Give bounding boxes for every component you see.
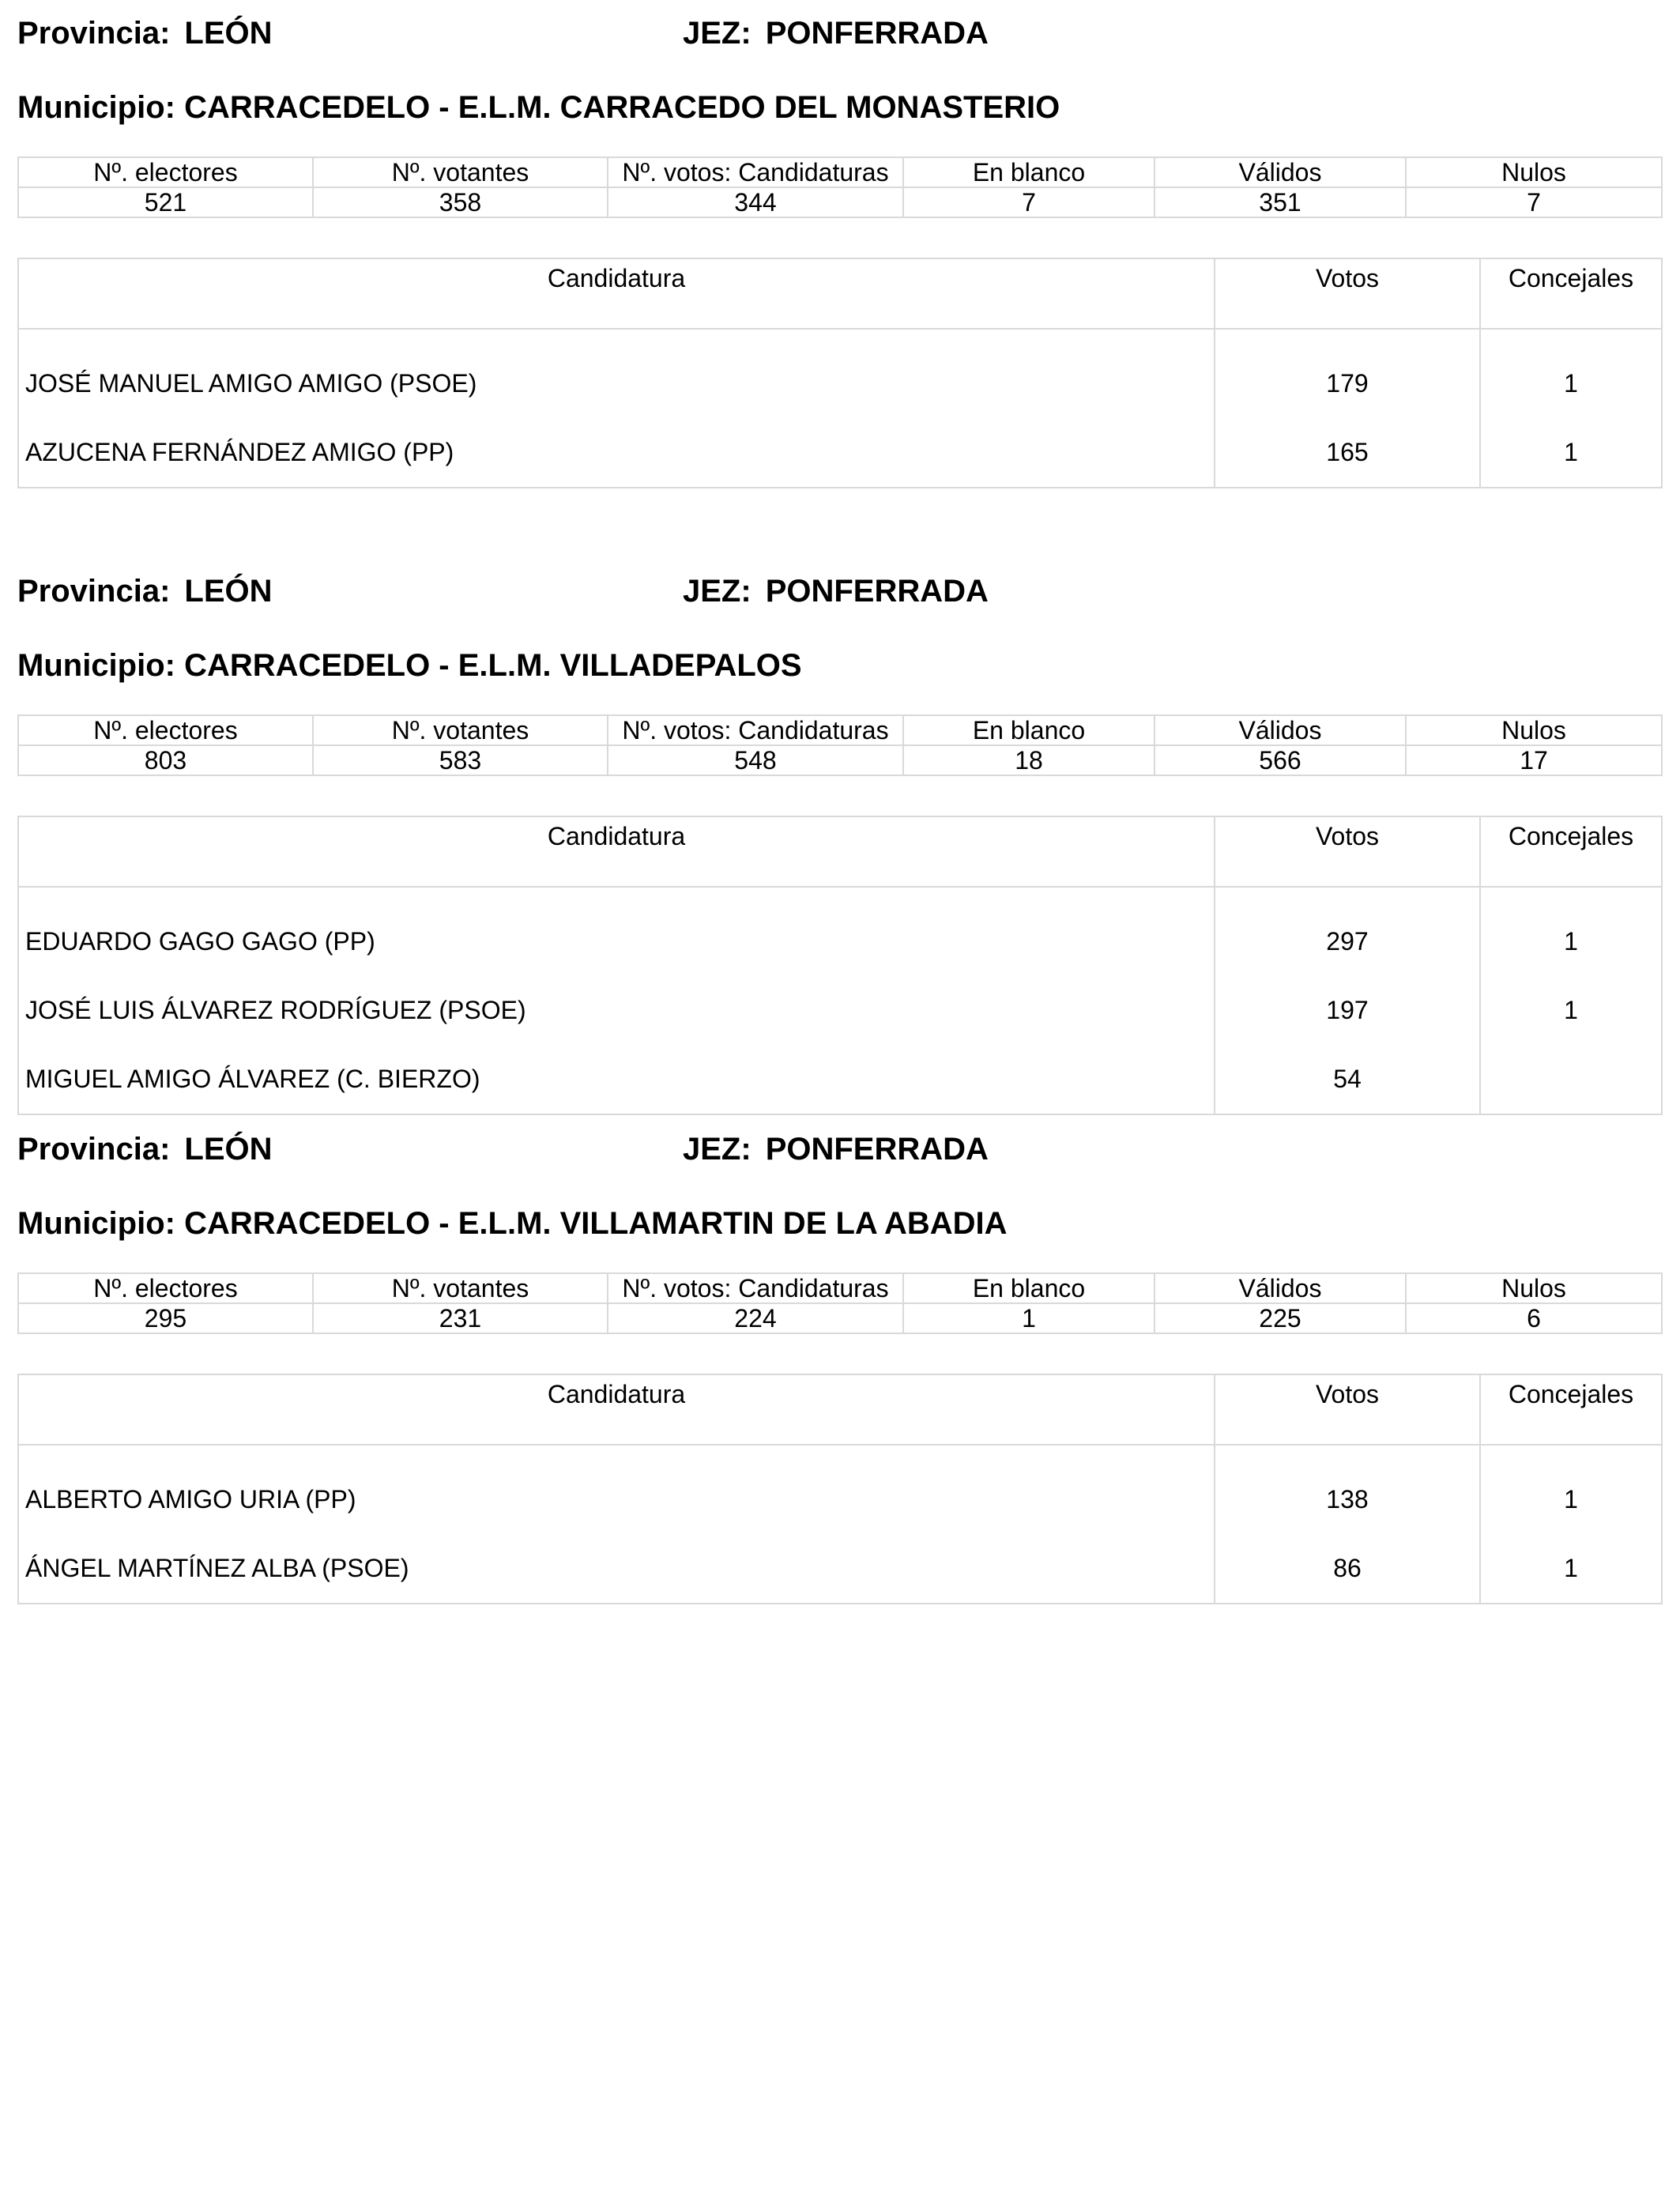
summary-value-cell: 351: [1155, 187, 1406, 217]
jez: [683, 574, 989, 609]
summary-value-cell: 803: [18, 745, 313, 775]
candidates-header-row: [18, 1374, 1662, 1445]
candidate-concejales: [1480, 1045, 1662, 1114]
provincia: [17, 574, 273, 609]
summary-header-cell: Nº. electores: [18, 1273, 313, 1303]
candidates-header-cell: Concejales: [1480, 816, 1662, 887]
provincia-label: Provincia:: [17, 1132, 171, 1167]
candidates-header-cell: Votos: [1215, 1374, 1480, 1445]
table-row: [18, 418, 1662, 488]
municipio-title: Municipio: CARRACEDELO - E.L.M. VILLAMARTIN DE LA ABADIA: [17, 1206, 1008, 1241]
candidate-name: EDUARDO GAGO GAGO (PP): [18, 887, 1215, 976]
summary-value-row: [18, 745, 1662, 775]
result-section: [17, 1132, 1661, 1582]
table-row: [18, 1534, 1662, 1604]
table-row: [18, 887, 1662, 976]
summary-header-row: [18, 157, 1662, 187]
summary-header-cell: Nulos: [1406, 1273, 1662, 1303]
candidate-votos: 54: [1215, 1045, 1480, 1114]
candidate-name: JOSÉ MANUEL AMIGO AMIGO (PSOE): [18, 329, 1215, 418]
candidates-header-cell: Concejales: [1480, 258, 1662, 329]
summary-table: [17, 1272, 1663, 1334]
summary-value-cell: 7: [1406, 187, 1662, 217]
candidates-header-cell: Votos: [1215, 258, 1480, 329]
jez: [683, 1132, 989, 1167]
summary-header-cell: Nº. votos: Candidaturas: [608, 1273, 903, 1303]
candidate-votos: 165: [1215, 418, 1480, 488]
summary-value-cell: 566: [1155, 745, 1406, 775]
summary-value-cell: 18: [903, 745, 1155, 775]
table-row: [18, 1445, 1662, 1534]
summary-header-cell: Válidos: [1155, 1273, 1406, 1303]
summary-header-cell: En blanco: [903, 1273, 1155, 1303]
candidate-name: ALBERTO AMIGO URIA (PP): [18, 1445, 1215, 1534]
jez-value: PONFERRADA: [765, 16, 989, 51]
candidates-header-row: [18, 816, 1662, 887]
summary-value-cell: 295: [18, 1303, 313, 1333]
candidate-name: MIGUEL AMIGO ÁLVAREZ (C. BIERZO): [18, 1045, 1215, 1114]
summary-value-cell: 231: [313, 1303, 608, 1333]
summary-header-cell: Válidos: [1155, 157, 1406, 187]
candidates-header-cell: Candidatura: [18, 816, 1215, 887]
summary-value-cell: 521: [18, 187, 313, 217]
candidates-table: [17, 1374, 1663, 1604]
summary-header-cell: Nº. votantes: [313, 157, 608, 187]
summary-value-cell: 17: [1406, 745, 1662, 775]
municipio-title: Municipio: CARRACEDELO - E.L.M. VILLADEPALOS: [17, 648, 802, 683]
table-row: [18, 976, 1662, 1045]
summary-header-cell: Nulos: [1406, 715, 1662, 745]
summary-header-cell: Válidos: [1155, 715, 1406, 745]
jez-label: JEZ:: [683, 574, 751, 609]
candidate-name: JOSÉ LUIS ÁLVAREZ RODRÍGUEZ (PSOE): [18, 976, 1215, 1045]
summary-value-cell: 583: [313, 745, 608, 775]
jez-value: PONFERRADA: [765, 1132, 989, 1167]
summary-value-cell: 358: [313, 187, 608, 217]
summary-value-cell: 225: [1155, 1303, 1406, 1333]
summary-value-row: [18, 187, 1662, 217]
section-header: [17, 574, 1661, 621]
summary-table: [17, 156, 1663, 218]
summary-value-cell: 1: [903, 1303, 1155, 1333]
summary-value-cell: 6: [1406, 1303, 1662, 1333]
summary-header-row: [18, 1273, 1662, 1303]
candidates-header-cell: Candidatura: [18, 258, 1215, 329]
summary-value-cell: 344: [608, 187, 903, 217]
summary-value-cell: 7: [903, 187, 1155, 217]
candidate-name: ÁNGEL MARTÍNEZ ALBA (PSOE): [18, 1534, 1215, 1604]
summary-header-cell: Nº. votos: Candidaturas: [608, 715, 903, 745]
table-row: [18, 1045, 1662, 1114]
summary-value-row: [18, 1303, 1662, 1333]
candidates-header-cell: Concejales: [1480, 1374, 1662, 1445]
candidates-table: [17, 258, 1663, 488]
candidate-concejales: 1: [1480, 976, 1662, 1045]
jez: [683, 16, 989, 51]
jez-label: JEZ:: [683, 16, 751, 51]
summary-header-cell: Nº. votantes: [313, 715, 608, 745]
summary-header-cell: Nº. electores: [18, 715, 313, 745]
candidates-header-row: [18, 258, 1662, 329]
summary-header-cell: Nº. electores: [18, 157, 313, 187]
candidates-header-cell: Candidatura: [18, 1374, 1215, 1445]
candidate-concejales: 1: [1480, 887, 1662, 976]
table-row: [18, 329, 1662, 418]
summary-header-cell: En blanco: [903, 157, 1155, 187]
provincia-value: LEÓN: [184, 574, 273, 609]
summary-header-cell: Nulos: [1406, 157, 1662, 187]
summary-header-cell: En blanco: [903, 715, 1155, 745]
candidate-concejales: 1: [1480, 329, 1662, 418]
candidate-votos: 86: [1215, 1534, 1480, 1604]
candidates-table: [17, 816, 1663, 1115]
municipio-title: Municipio: CARRACEDELO - E.L.M. CARRACEDO DEL MONASTERIO: [17, 90, 1060, 125]
jez-value: PONFERRADA: [765, 574, 989, 609]
provincia: [17, 1132, 273, 1167]
summary-header-row: [18, 715, 1662, 745]
provincia-label: Provincia:: [17, 574, 171, 609]
summary-header-cell: Nº. votantes: [313, 1273, 608, 1303]
provincia-value: LEÓN: [184, 16, 273, 51]
result-section: [17, 574, 1661, 1093]
candidate-concejales: 1: [1480, 1534, 1662, 1604]
candidate-votos: 297: [1215, 887, 1480, 976]
summary-value-cell: 224: [608, 1303, 903, 1333]
section-header: [17, 16, 1661, 63]
candidate-name: AZUCENA FERNÁNDEZ AMIGO (PP): [18, 418, 1215, 488]
result-section: [17, 16, 1661, 466]
candidate-concejales: 1: [1480, 1445, 1662, 1534]
candidate-votos: 179: [1215, 329, 1480, 418]
candidate-votos: 197: [1215, 976, 1480, 1045]
candidate-votos: 138: [1215, 1445, 1480, 1534]
candidates-header-cell: Votos: [1215, 816, 1480, 887]
summary-value-cell: 548: [608, 745, 903, 775]
provincia-label: Provincia:: [17, 16, 171, 51]
summary-header-cell: Nº. votos: Candidaturas: [608, 157, 903, 187]
jez-label: JEZ:: [683, 1132, 751, 1167]
candidate-concejales: 1: [1480, 418, 1662, 488]
provincia-value: LEÓN: [184, 1132, 273, 1167]
summary-table: [17, 714, 1663, 776]
section-header: [17, 1132, 1661, 1179]
provincia: [17, 16, 273, 51]
